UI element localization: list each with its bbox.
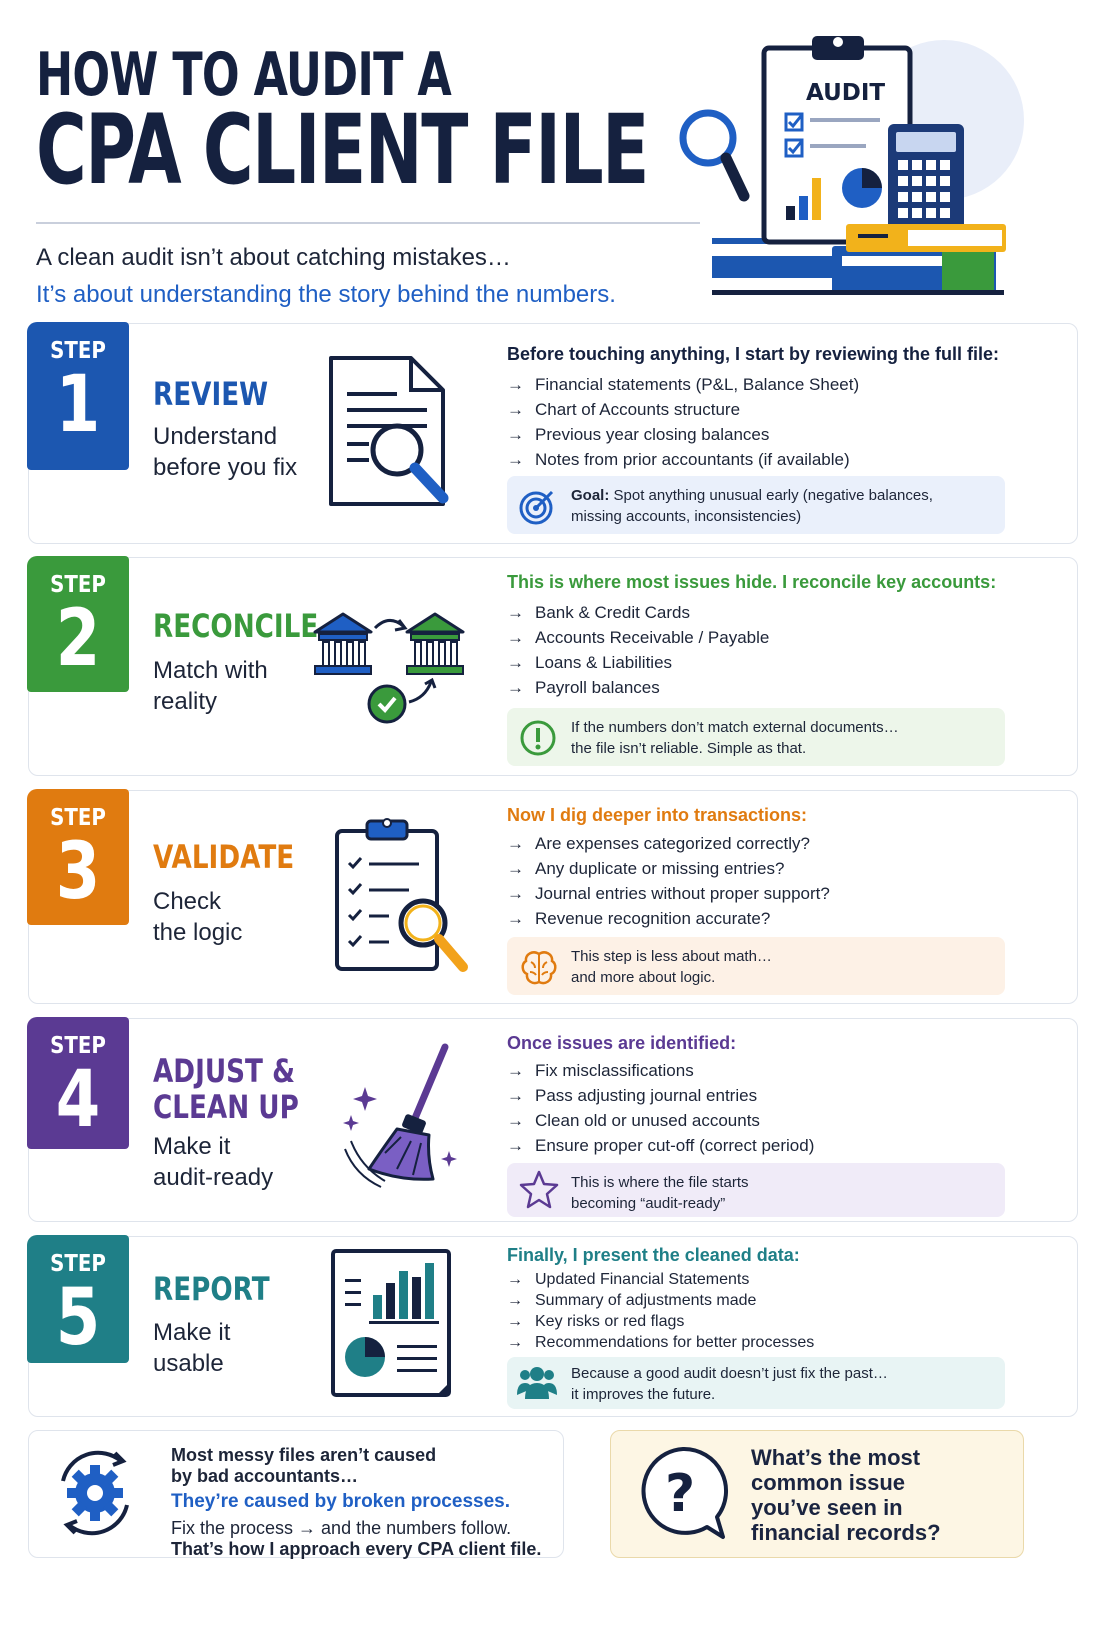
list-item: → Updated Financial Statements <box>507 1271 750 1288</box>
step-3-card <box>28 790 1078 1004</box>
list-item: → Fix misclassifications <box>507 1061 694 1080</box>
subtitle-line-1: A clean audit isn’t about catching mistakes… <box>36 244 511 271</box>
list-item: → Clean old or unused accounts <box>507 1111 760 1130</box>
step-4-card <box>28 1018 1078 1222</box>
broom-icon <box>341 1041 471 1191</box>
step-2-badge <box>27 556 129 692</box>
title-line-2: CPA CLIENT FILE <box>36 94 648 206</box>
clipboard-check-icon <box>333 811 473 981</box>
bank-reconcile-icon <box>309 602 469 732</box>
target-icon <box>519 487 557 525</box>
svg-text:?: ? <box>665 1464 696 1524</box>
audit-clipboard-illustration <box>712 28 1032 304</box>
step-note <box>507 708 1005 766</box>
step-desc: Check the logic <box>153 888 243 946</box>
note-text: This is where the file starts becoming “audit-ready” <box>571 1174 749 1212</box>
note-text: This step is less about math… and more about logic. <box>571 948 772 986</box>
step-label: STEP <box>50 1033 106 1059</box>
step-title: RECONCILE <box>153 607 319 645</box>
list-item: → Recommendations for better processes <box>507 1334 815 1351</box>
step-note <box>507 1357 1005 1409</box>
step-2-card <box>28 557 1078 776</box>
step-checklist <box>507 831 830 931</box>
list-item: → Any duplicate or missing entries? <box>507 859 785 878</box>
step-checklist <box>507 600 769 700</box>
step-intro: Once issues are identified: <box>507 1033 737 1053</box>
step-label: STEP <box>50 805 106 831</box>
step-4-badge <box>27 1017 129 1149</box>
list-item: → Chart of Accounts structure <box>507 400 741 419</box>
list-item: → Financial statements (P&L, Balance Sheet) <box>507 375 860 394</box>
brain-icon <box>519 948 559 988</box>
step-intro: Before touching anything, I start by reviewing the full file: <box>507 344 1000 364</box>
step-number: 4 <box>55 1055 101 1145</box>
step-number: 3 <box>55 827 101 917</box>
step-title: REPORT <box>153 1270 270 1308</box>
step-desc: Make it audit-ready <box>153 1133 274 1191</box>
list-item: → Journal entries without proper support? <box>507 884 830 903</box>
note-text: If the numbers don’t match external documents… the file isn’t reliable. Simple as that. <box>571 719 899 757</box>
list-item: → Pass adjusting journal entries <box>507 1086 758 1105</box>
step-number: 5 <box>55 1273 101 1363</box>
step-label: STEP <box>50 338 106 364</box>
list-item: → Payroll balances <box>507 678 660 697</box>
list-item: → Ensure proper cut-off (correct period) <box>507 1136 815 1155</box>
question-bubble-icon <box>637 1445 729 1545</box>
step-desc: Make it usable <box>153 1319 231 1377</box>
step-desc: Match with reality <box>153 657 268 715</box>
step-checklist <box>507 372 859 472</box>
question-callout <box>610 1430 1024 1558</box>
list-item: → Are expenses categorized correctly? <box>507 834 810 853</box>
step-3-badge <box>27 789 129 925</box>
step-checklist <box>507 1269 814 1353</box>
step-5-card <box>28 1236 1078 1417</box>
list-item: → Bank & Credit Cards <box>507 603 690 622</box>
step-1-card <box>28 323 1078 544</box>
step-5-badge <box>27 1235 129 1363</box>
step-number: 2 <box>55 594 101 684</box>
step-1-badge <box>27 322 129 470</box>
step-note <box>507 937 1005 995</box>
step-intro: Finally, I present the cleaned data: <box>507 1245 800 1265</box>
step-number: 1 <box>55 360 101 450</box>
document-search-icon <box>325 354 465 518</box>
alert-icon <box>519 719 557 757</box>
audit-label: AUDIT <box>806 80 886 106</box>
step-checklist <box>507 1058 814 1158</box>
step-desc: Understand before you fix <box>153 423 298 481</box>
question-text: What’s the most common issue you’ve seen in financial records? <box>751 1445 941 1545</box>
note-text: Because a good audit doesn’t just fix the past… it improves the future. <box>571 1365 888 1403</box>
subtitle-line-2: It’s about understanding the story behind the numbers. <box>36 281 616 308</box>
list-item: → Key risks or red flags <box>507 1313 685 1330</box>
list-item: → Previous year closing balances <box>507 425 770 444</box>
step-title: VALIDATE <box>153 838 295 876</box>
title-line-1: HOW TO AUDIT A <box>36 40 452 110</box>
step-label: STEP <box>50 1251 106 1277</box>
header-divider <box>36 222 700 224</box>
process-gear-icon <box>43 1441 147 1545</box>
star-icon <box>519 1169 559 1209</box>
list-item: → Revenue recognition accurate? <box>507 909 771 928</box>
step-title: ADJUST & CLEAN UP <box>153 1052 299 1126</box>
step-title: REVIEW <box>153 375 269 413</box>
process-callout-text: Most messy files aren’t caused by bad accountants… They’re caused by broken processes. Fix the process → and the numbers follow. That’s how I approach every CPA client file. <box>171 1445 542 1559</box>
step-intro: Now I dig deeper into transactions: <box>507 805 808 825</box>
step-intro: This is where most issues hide. I reconcile key accounts: <box>507 572 997 592</box>
step-label: STEP <box>50 572 106 598</box>
list-item: → Notes from prior accountants (if available) <box>507 450 850 469</box>
team-icon <box>515 1365 559 1401</box>
process-callout <box>28 1430 564 1558</box>
list-item: → Accounts Receivable / Payable <box>507 628 770 647</box>
step-note <box>507 476 1005 534</box>
step-note <box>507 1163 1005 1217</box>
list-item: → Loans & Liabilities <box>507 653 673 672</box>
report-chart-icon <box>331 1249 455 1399</box>
note-text: Goal: Spot anything unusual early (negative balances, missing accounts, inconsistencies) <box>571 487 933 525</box>
list-item: → Summary of adjustments made <box>507 1292 757 1309</box>
